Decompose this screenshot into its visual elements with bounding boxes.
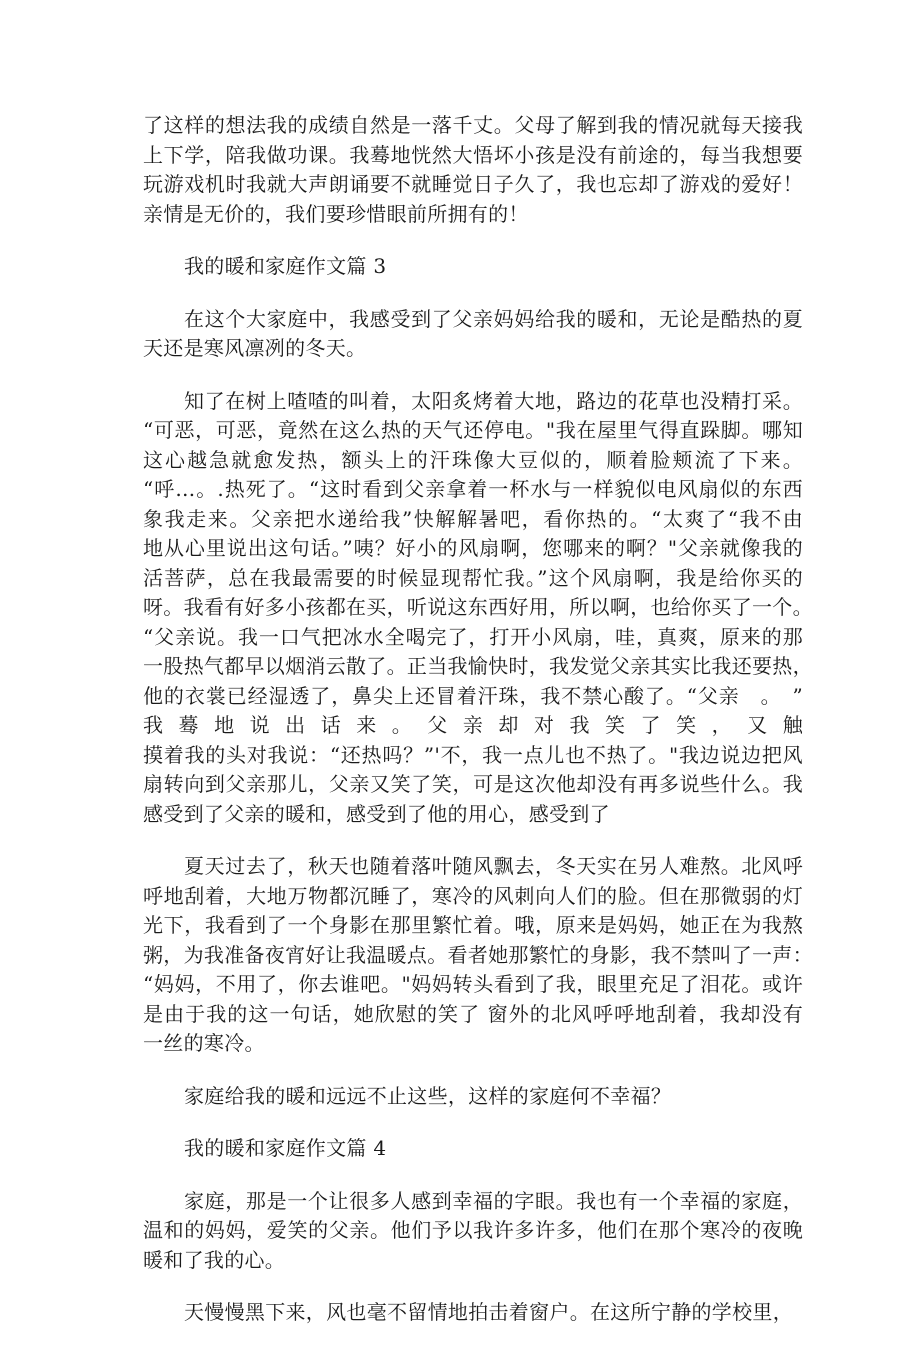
text-line: 呀。我看有好多小孩都在买，听说这东西好用，所以啊，也给你买了一个。 bbox=[143, 595, 813, 619]
text-line: 天还是寒风凛冽的冬天。 bbox=[143, 336, 367, 360]
text-line: 家庭给我的暖和远远不止这些，这样的家庭何不幸福？ bbox=[184, 1083, 672, 1108]
text-line: “妈妈，不用了，你去谁吧。"妈妈转头看到了我，眼里充足了泪花。或许 bbox=[143, 972, 803, 996]
text-line: 扇转向到父亲那儿，父亲又笑了笑，可是这次他却没有再多说些什么。我 bbox=[143, 772, 803, 796]
paragraph bbox=[143, 111, 803, 229]
text-line: 家庭，那是一个让很多人感到幸福的字眼。我也有一个幸福的家庭， bbox=[184, 1188, 803, 1213]
section-heading: 我的暖和家庭作文篇 3 bbox=[184, 254, 387, 278]
text-line: 玩游戏机时我就大声朗诵要不就睡觉日子久了，我也忘却了游戏的爱好！ bbox=[143, 172, 803, 196]
text-line: 我蓦地说出话来。父亲却对我笑了笑，又触 bbox=[143, 713, 803, 737]
text-line: 他的衣裳已经湿透了，鼻尖上还冒着汗珠，我不禁心酸了。“父亲 。 ” bbox=[143, 683, 803, 708]
paragraph bbox=[143, 1082, 803, 1112]
paragraph bbox=[143, 852, 813, 1059]
text-line: 在这个大家庭中，我感受到了父亲妈妈给我的暖和，无论是酷热的夏 bbox=[184, 306, 803, 331]
text-line: 暖和了我的心。 bbox=[143, 1247, 286, 1272]
text-line: “呼…。.热死了。“这时看到父亲拿着一杯水与一样貌似电风扇似的东西 bbox=[143, 477, 803, 501]
section-heading: 我的暖和家庭作文篇 4 bbox=[184, 1136, 387, 1160]
text-line: 知了在树上喳喳的叫着，太阳炙烤着大地，路边的花草也没精打采。 bbox=[184, 388, 803, 413]
text-line: 感受到了父亲的暖和，感受到了他的用心，感受到了 bbox=[143, 801, 610, 826]
text-line: 光下，我看到了一个身影在那里繁忙着。哦，原来是妈妈，她正在为我熬 bbox=[143, 913, 803, 937]
text-line: 象我走来。父亲把水递给我”快解解暑吧，看你热的。“太爽了“我不由 bbox=[143, 506, 803, 531]
text-line: 粥，为我准备夜宵好让我温暖点。看者她那繁忙的身影，我不禁叫了一声： bbox=[143, 942, 813, 967]
text-line: “父亲说。我一口气把冰水全喝完了，打开小风扇，哇，真爽，原来的那 bbox=[143, 624, 803, 649]
text-line: 亲情是无价的，我们要珍惜眼前所拥有的！ bbox=[143, 201, 529, 226]
text-line: 夏天过去了，秋天也随着落叶随风飘去，冬天实在另人难熬。北风呼 bbox=[184, 854, 803, 878]
text-line: 温和的妈妈，爱笑的父亲。他们予以我许多许多，他们在那个寒冷的夜晚 bbox=[143, 1218, 803, 1242]
paragraph bbox=[143, 1187, 803, 1276]
text-line: 地从心里说出这句话。”咦？好小的风扇啊，您哪来的啊？"父亲就像我的 bbox=[143, 536, 803, 560]
text-line: 呼地刮着，大地万物都沉睡了，寒冷的风刺向人们的脸。但在那微弱的灯 bbox=[143, 883, 803, 908]
text-line: 了这样的想法我的成绩自然是一落千丈。父母了解到我的情况就每天接我 bbox=[143, 113, 803, 137]
text-line: 一丝的寒冷。 bbox=[143, 1031, 265, 1055]
text-line: 是由于我的这一句话，她欣慰的笑了 窗外的北风呼呼地刮着，我却没有 bbox=[143, 1001, 803, 1026]
article-body bbox=[143, 111, 813, 1351]
text-line: 上下学，陪我做功课。我蓦地恍然大悟坏小孩是没有前途的，每当我想要 bbox=[143, 142, 803, 167]
text-line: 活菩萨，总在我最需要的时候显现帮忙我。”这个风扇啊，我是给你买的 bbox=[143, 565, 803, 590]
text-line: 一股热气都早以烟消云散了。正当我愉快时，我发觉父亲其实比我还要热， bbox=[143, 654, 813, 678]
paragraph bbox=[143, 387, 813, 830]
text-line: 天慢慢黑下来，风也毫不留情地拍击着窗户。在这所宁静的学校里， bbox=[184, 1300, 793, 1324]
paragraph bbox=[143, 305, 803, 364]
paragraph bbox=[143, 1298, 803, 1328]
text-line: “可恶，可恶，竟然在这么热的天气还停电。"我在屋里气得直跺脚。哪知 bbox=[143, 418, 803, 442]
text-line: 这心越急就愈发热，额头上的汗珠像大豆似的，顺着脸颊流了下来。 bbox=[143, 447, 803, 472]
text-line: 摸着我的头对我说：“还热吗？”'不，我一点儿也不热了。"我边说边把风 bbox=[143, 742, 803, 767]
